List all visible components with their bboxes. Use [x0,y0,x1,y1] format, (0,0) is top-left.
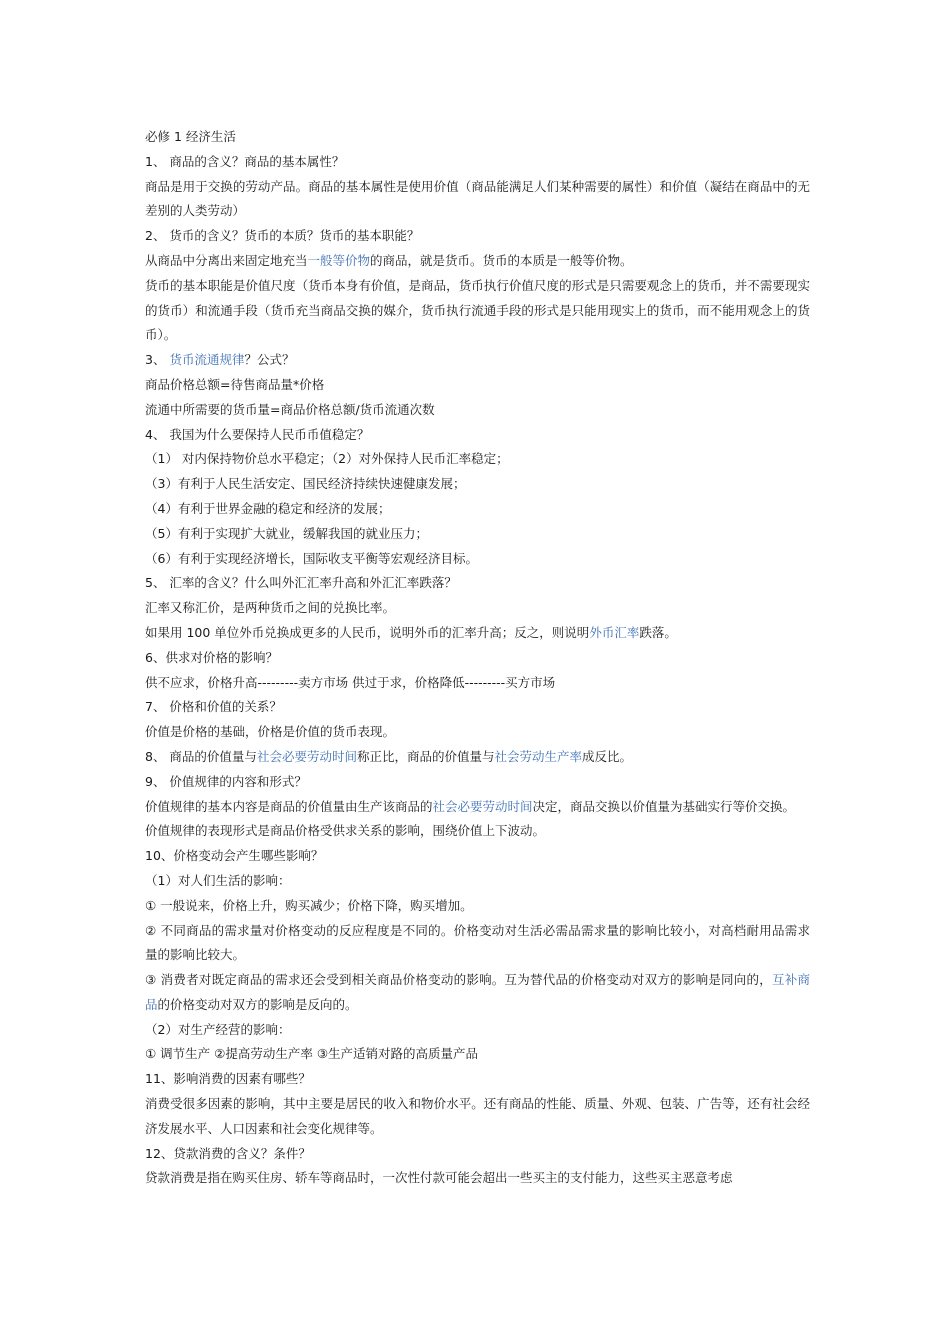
paragraph [145,1092,810,1142]
text-line [145,373,810,398]
text-line [145,671,810,696]
text-segment: 价值规律的基本内容是商品的价值量由生产该商品的 [145,798,433,814]
text-segment: 消费受很多因素的影响，其中主要是居民的收入和物价水平。还有商品的性能、质量、外观、包装、广告等，还有社会经济发展水平、人口因素和社会变化规律等。 [145,1096,810,1136]
text-line [145,249,810,274]
text-segment: 价值规律的表现形式是商品价格受供求关系的影响，围绕价值上下波动。 [145,823,546,839]
text-line [145,423,810,448]
text-line [145,819,810,844]
text-line [145,497,810,522]
text-line [145,547,810,572]
text-segment: 的商品，就是货币。货币的本质是一般等价物。 [370,252,633,268]
text-segment: 从商品中分离出来固定地充当 [145,252,308,268]
text-segment: 6、供求对价格的影响？ [145,649,278,665]
text-segment: 10、价格变动会产生哪些影响？ [145,848,324,864]
text-line [145,348,810,373]
hyperlink[interactable]: 货币流通规律 [169,352,245,368]
text-segment: 流通中所需要的货币量=商品价格总额/货币流通次数 [145,401,435,417]
text-segment: ？公式？ [244,352,295,368]
text-segment: ① 一般说来，价格上升，购买减少；价格下降，购买增加。 [145,897,473,913]
hyperlink[interactable]: 一般等价物 [307,252,371,268]
hyperlink[interactable]: 社会必要劳动时间 [256,748,357,764]
text-segment: 货币的基本职能是价值尺度（货币本身有价值，是商品，货币执行价值尺度的形式是只需要观念上的货币，并不需要现实的货币）和流通手段（货币充当商品交换的媒介，货币执行流通手段的形式是只能用现实上的货币，而不能用观念上的货币）。 [145,277,810,343]
text-segment: 称正比，商品的价值量与 [356,748,495,764]
text-line [145,894,810,919]
paragraph [145,795,810,820]
text-segment: 11、影响消费的因素有哪些？ [145,1071,311,1087]
text-segment: （6）有利于实现经济增长，国际收支平衡等宏观经济目标。 [145,550,478,566]
text-segment: （4）有利于世界金融的稳定和经济的发展； [145,500,391,516]
text-line [145,571,810,596]
text-segment: 9、 价值规律的内容和形式？ [145,773,307,789]
text-line [145,695,810,720]
text-line [145,1166,810,1191]
text-line [145,1018,810,1043]
text-segment: （1） 对内保持物价总水平稳定；（2）对外保持人民币汇率稳定； [145,451,509,467]
text-segment: ① 调节生产 ②提高劳动生产率 ③生产适销对路的高质量产品 [145,1046,479,1062]
text-line [145,646,810,671]
paragraph [145,919,810,969]
text-segment: 商品价格总额=待售商品量*价格 [145,376,325,392]
text-segment: 贷款消费是指在购买住房、轿车等商品时，一次性付款可能会超出一些买主的支付能力，这些买主恶意考虑 [145,1170,733,1186]
text-line [145,1042,810,1067]
text-segment: 决定，商品交换以价值量为基础实行等价交换。 [532,798,796,814]
text-segment: 成反比。 [581,748,632,764]
text-segment: 的价格变动对双方的影响是反向的。 [157,996,358,1012]
text-line [145,869,810,894]
paragraph [145,175,810,225]
text-line [145,596,810,621]
text-line [145,150,810,175]
hyperlink[interactable]: 社会劳动生产率 [494,748,582,764]
text-segment: 12、贷款消费的含义？条件？ [145,1145,311,1161]
text-segment: 8、 商品的价值量与 [145,748,257,764]
paragraph [145,274,810,348]
text-segment: （1）对人们生活的影响： [145,872,291,888]
text-segment: ③ 消费者对既定商品的需求还会受到相关商品价格变动的影响。互为替代品的价格变动对双方的影响是同向的， [145,972,773,988]
text-line [145,1142,810,1167]
text-segment: 7、 价格和价值的关系？ [145,699,282,715]
text-line [145,1067,810,1092]
text-segment: 商品是用于交换的劳动产品。商品的基本属性是使用价值（商品能满足人们某种需要的属性）和价值（凝结在商品中的无差别的人类劳动） [145,178,810,219]
text-line [145,770,810,795]
text-segment: 价值是价格的基础，价格是价值的货币表现。 [145,724,396,740]
text-segment: ② 不同商品的需求量对价格变动的反应程度是不同的。价格变动对生活必需品需求量的影响比较小，对高档耐用品需求量的影响比较大。 [145,922,810,963]
text-segment: （3）有利于人民生活安定、国民经济持续快速健康发展； [145,476,466,492]
text-segment: 供不应求，价格升高---------卖方市场 供过于求，价格降低---------买方市场 [145,674,556,690]
text-line [145,224,810,249]
text-segment: 4、 我国为什么要保持人民币币值稳定？ [145,426,370,442]
text-segment: 2、 货币的含义？货币的本质？货币的基本职能？ [145,228,420,244]
text-segment: （2）对生产经营的影响： [145,1021,291,1037]
text-segment: 跌落。 [639,624,677,640]
text-line [145,472,810,497]
text-segment: （5）有利于实现扩大就业，缓解我国的就业压力； [145,525,428,541]
text-segment: 汇率又称汇价，是两种货币之间的兑换比率。 [145,600,396,616]
document-title: 必修 1 经济生活 [145,129,236,144]
text-line [145,398,810,423]
text-line [145,720,810,745]
text-line [145,844,810,869]
text-line [145,745,810,770]
text-segment: 1、 商品的含义？商品的基本属性？ [145,153,345,169]
text-line [145,447,810,472]
text-segment: 3、 [145,352,170,368]
text-line [145,522,810,547]
hyperlink[interactable]: 外币汇率 [589,624,640,640]
hyperlink[interactable]: 社会必要劳动时间 [432,798,533,814]
paragraph [145,968,810,1018]
text-segment: 5、 汇率的含义？什么叫外汇汇率升高和外汇汇率跌落？ [145,575,457,591]
text-segment: 如果用 100 单位外币兑换成更多的人民币，说明外币的汇率升高；反之，则说明 [145,624,590,640]
text-line [145,621,810,646]
document-body [145,125,810,1191]
hyperlink[interactable]: 互补商品 [145,972,810,1012]
